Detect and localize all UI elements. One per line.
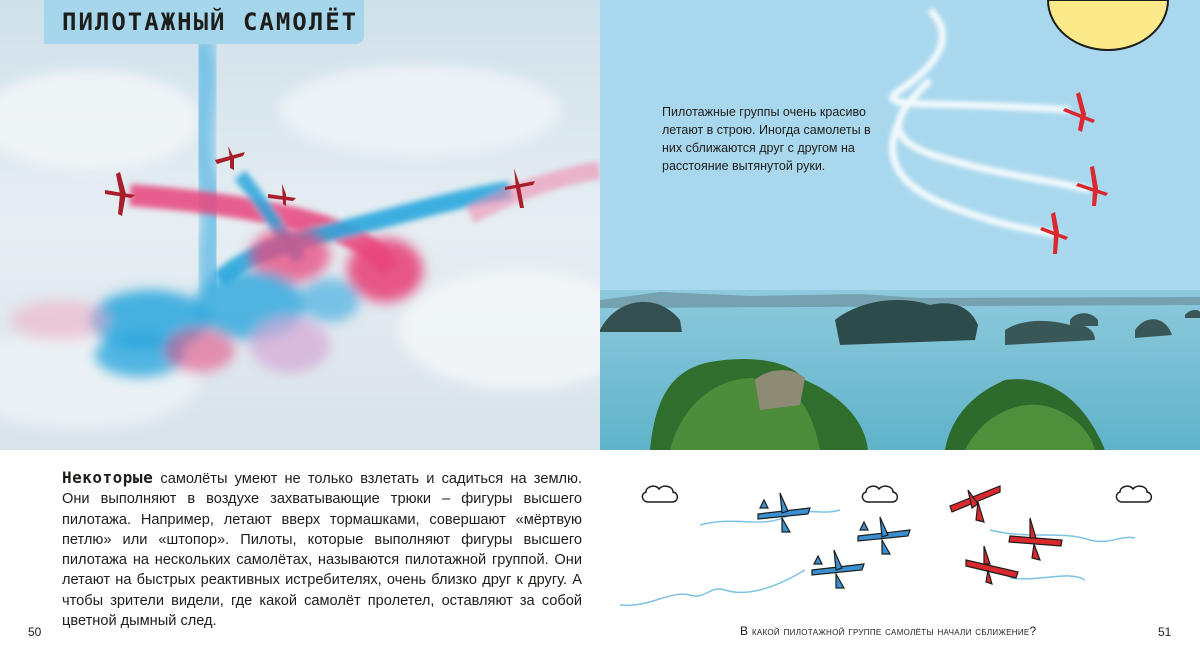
lead-word: Некоторые bbox=[62, 468, 154, 487]
formation-puzzle-drawing bbox=[610, 470, 1200, 620]
page-number-left: 50 bbox=[28, 625, 42, 639]
blue-plane bbox=[858, 517, 910, 554]
red-plane bbox=[1009, 518, 1062, 560]
body-text: самолёты умеют не только взлетать и садиться на землю. Они выполняют в воздухе захватывающие трюки – фигуры высшего пилотажа. Например, летают вверх тормашками, совершают «мёртвую петлю» или «штопор». Пилоты, которые выполняют фигуры высшего пилотажа на нескольких самолётах, называются пилотажной группой. Они летают на быстрых реактивных истребителях, очень близко друг к другу. А чтобы зрители видели, где какой самолёт пролетел, оставляют за собой цветной дымный след. bbox=[62, 471, 582, 630]
photo-caption: Пилотажные группы очень красиво летают в строю. Иногда самолеты в них сближаются друг с другом на расстояние вытянутой руки. bbox=[662, 105, 871, 173]
formation-lagoon-photo bbox=[600, 0, 1200, 450]
blue-plane bbox=[758, 493, 810, 532]
red-plane bbox=[950, 486, 1000, 522]
body-paragraph bbox=[62, 468, 582, 631]
cloud-icon bbox=[1116, 486, 1151, 502]
lagoon-illustration bbox=[600, 0, 1200, 450]
page-number-right: 51 bbox=[1158, 625, 1172, 639]
blue-plane-group bbox=[758, 493, 910, 588]
cloud-icon bbox=[862, 486, 897, 502]
title-tab bbox=[44, 0, 364, 44]
cloud-icon bbox=[642, 486, 677, 502]
smoke-photo-illustration bbox=[0, 0, 600, 450]
blue-plane bbox=[812, 550, 864, 588]
page-title: ПИЛОТАЖНЫЙ САМОЛЁТ bbox=[62, 8, 359, 36]
question-text: В какой пилотажной группе самолёты начали сближение? bbox=[740, 624, 1037, 638]
aerobatic-smoke-photo bbox=[0, 0, 600, 450]
